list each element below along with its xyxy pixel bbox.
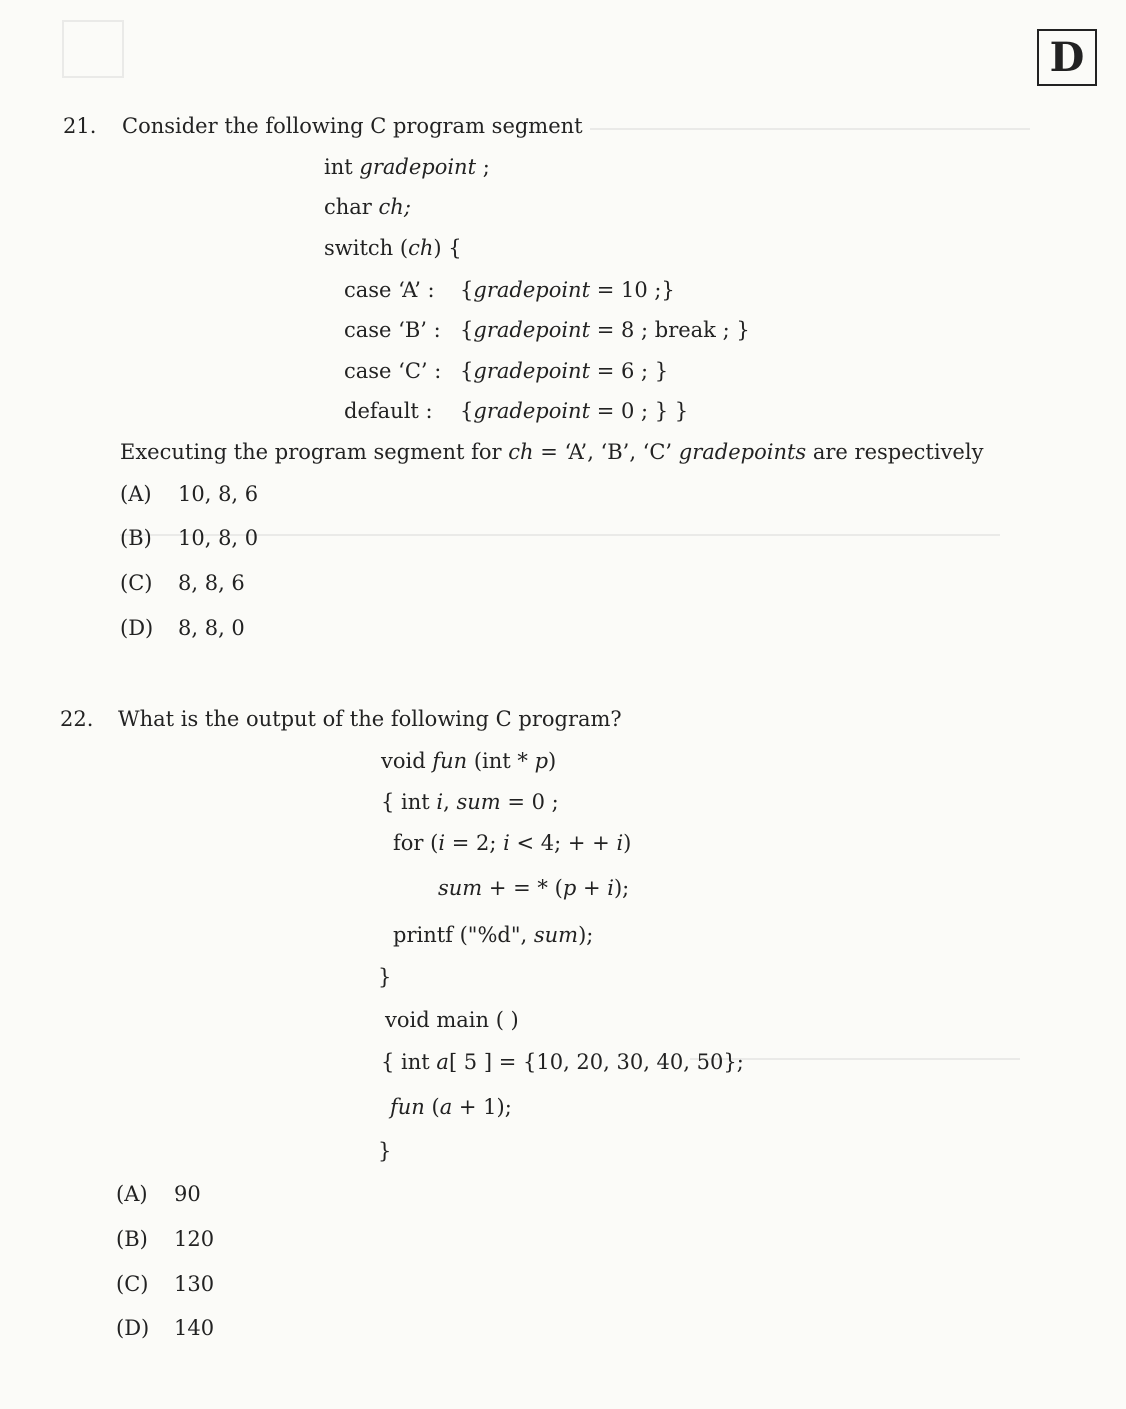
question-prompt: What is the output of the following C program? [118,707,622,731]
option-text: 10, 8, 0 [178,526,259,550]
option-text: 10, 8, 6 [178,482,259,506]
question-number: 22. [60,707,94,731]
case-label: case ‘B’ : [344,318,441,342]
code-line: switch (ch) { [324,236,462,260]
code-line: sum + = * (p + i); [438,876,630,900]
option-label[interactable]: (C) [120,571,153,595]
case-body: {gradepoint = 0 ; } } [460,399,689,423]
code-line: int gradepoint ; [324,155,490,179]
code-line: char ch; [324,195,411,219]
case-label: case ‘A’ : [344,278,435,302]
option-label[interactable]: (B) [116,1227,148,1251]
case-label: case ‘C’ : [344,359,442,383]
code-line: fun (a + 1); [390,1095,512,1119]
question-number: 21. [63,114,97,138]
option-label[interactable]: (B) [120,526,152,550]
option-label[interactable]: (A) [120,482,152,506]
option-label[interactable]: (A) [116,1182,148,1206]
option-label[interactable]: (D) [120,616,154,640]
case-body: {gradepoint = 8 ; break ; } [460,318,750,342]
option-text: 8, 8, 0 [178,616,245,640]
case-label: default : [344,399,433,423]
code-line: void main ( ) [385,1008,519,1032]
code-line: { int i, sum = 0 ; [381,790,559,814]
option-text: 140 [174,1316,215,1340]
case-body: {gradepoint = 10 ;} [460,278,675,302]
code-line: } [378,1139,392,1163]
code-line: printf ("%d", sum); [393,923,594,947]
question-set-badge [1037,29,1097,86]
code-line: for (i = 2; i < 4; + + i) [393,831,632,855]
option-text: 8, 8, 6 [178,571,245,595]
option-text: 90 [174,1182,201,1206]
ghost-line [590,128,1030,130]
code-line: { int a[ 5 ] = {10, 20, 30, 40, 50}; [381,1050,744,1074]
option-label[interactable]: (D) [116,1316,150,1340]
question-stem: Executing the program segment for ch = ‘A’, ‘B’, ‘C’ gradepoints are respectively [120,440,984,464]
case-body: {gradepoint = 6 ; } [460,359,669,383]
option-label[interactable]: (C) [116,1272,149,1296]
set-code: D [1049,34,1085,81]
option-text: 130 [174,1272,215,1296]
code-line: void fun (int * p) [381,749,557,773]
code-line: } [378,965,392,989]
option-text: 120 [174,1227,215,1251]
question-prompt: Consider the following C program segment [122,114,583,138]
ghost-set-box [62,20,124,78]
